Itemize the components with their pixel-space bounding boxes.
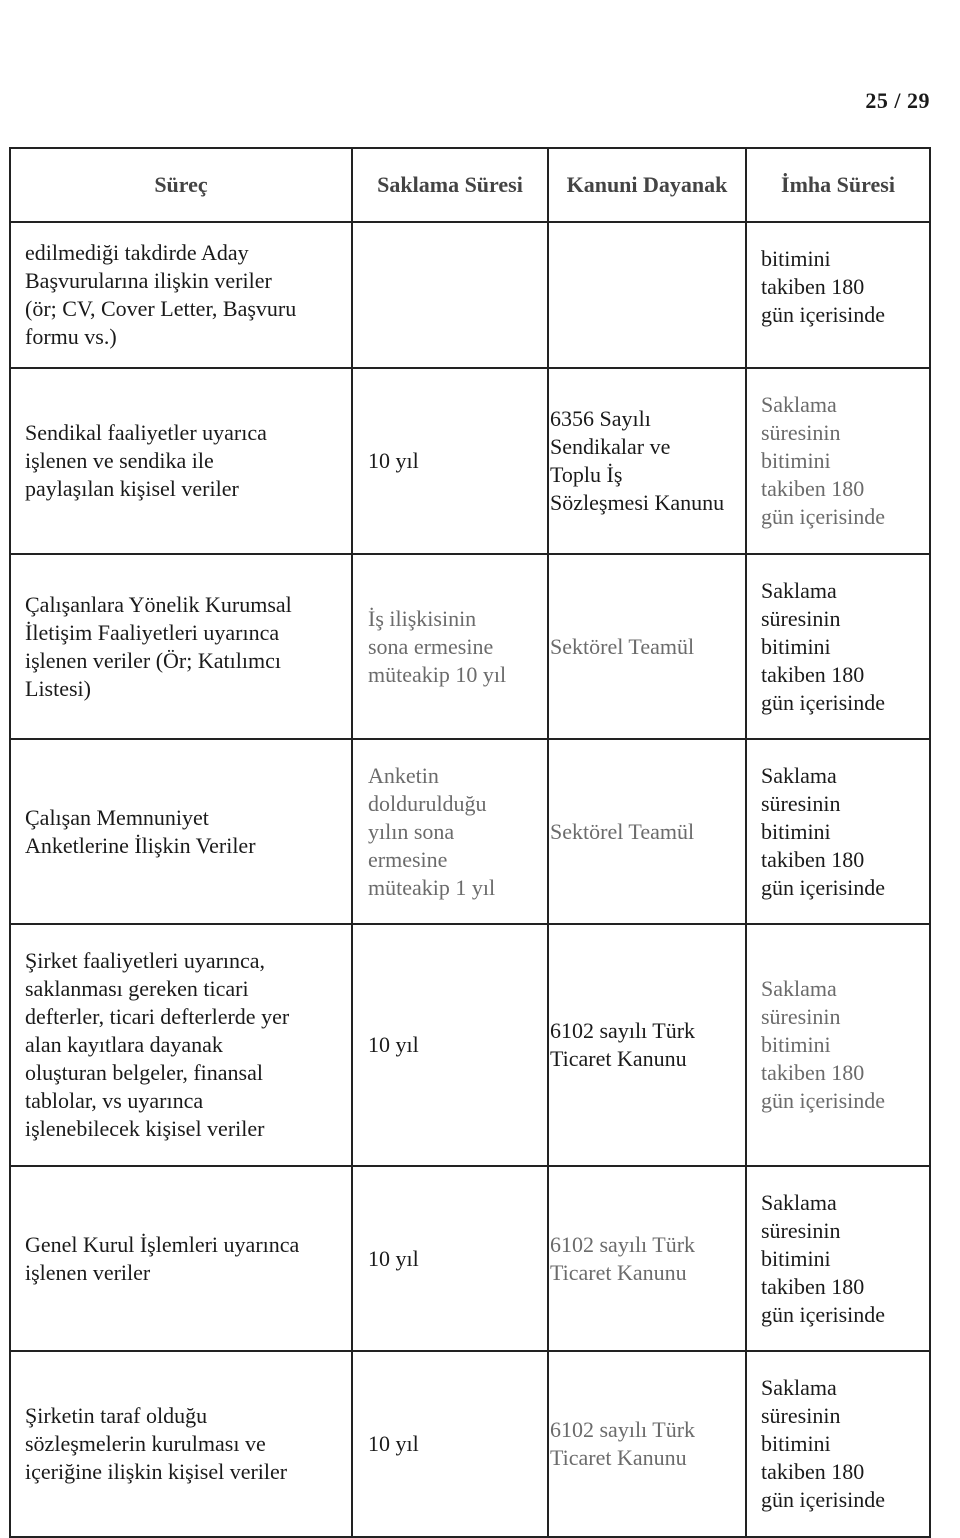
header-destruction-period: İmha Süresi — [746, 148, 930, 222]
table-row — [10, 554, 930, 739]
table-header-row — [10, 148, 930, 222]
legal-basis-cell: 6102 sayılı Türk Ticaret Kanunu — [548, 1351, 746, 1537]
legal-basis-cell: Sektörel Teamül — [548, 739, 746, 924]
process-cell: Şirketin taraf olduğu sözleşmelerin kurulması ve içeriğine ilişkin kişisel veriler — [10, 1351, 352, 1537]
retention-cell: Anketin doldurulduğu yılın sona ermesine müteakip 1 yıl — [352, 739, 548, 924]
header-legal-basis: Kanuni Dayanak — [548, 148, 746, 222]
table-row — [10, 222, 930, 368]
process-cell: Şirket faaliyetleri uyarınca, saklanması gereken ticari defterler, ticari defterlerde yer alan kayıtlara dayanak oluşturan belgeler, finansal tablolar, vs uyarınca işlenebilecek kişisel veriler — [10, 924, 352, 1166]
destruction-cell: Saklama süresinin bitimini takiben 180 gün içerisinde — [746, 368, 930, 554]
legal-basis-cell: Sektörel Teamül — [548, 554, 746, 739]
retention-cell: İş ilişkisinin sona ermesine müteakip 10 yıl — [352, 554, 548, 739]
destruction-cell: Saklama süresinin bitimini takiben 180 gün içerisinde — [746, 554, 930, 739]
table-row — [10, 924, 930, 1166]
retention-cell: 10 yıl — [352, 1351, 548, 1537]
table-row — [10, 1351, 930, 1537]
table-row — [10, 1166, 930, 1351]
retention-cell: 10 yıl — [352, 368, 548, 554]
legal-basis-cell: 6356 Sayılı Sendikalar ve Toplu İş Sözleşmesi Kanunu — [548, 368, 746, 554]
retention-cell — [352, 222, 548, 368]
header-process: Süreç — [10, 148, 352, 222]
retention-cell: 10 yıl — [352, 924, 548, 1166]
process-cell: edilmediği takdirde Aday Başvurularına ilişkin veriler (ör; CV, Cover Letter, Başvuru formu vs.) — [10, 222, 352, 368]
legal-basis-cell: 6102 sayılı Türk Ticaret Kanunu — [548, 1166, 746, 1351]
process-cell: Sendikal faaliyetler uyarıca işlenen ve sendika ile paylaşılan kişisel veriler — [10, 368, 352, 554]
legal-basis-cell — [548, 222, 746, 368]
process-cell: Genel Kurul İşlemleri uyarınca işlenen veriler — [10, 1166, 352, 1351]
destruction-cell: Saklama süresinin bitimini takiben 180 gün içerisinde — [746, 739, 930, 924]
table-row — [10, 739, 930, 924]
destruction-cell: bitimini takiben 180 gün içerisinde — [746, 222, 930, 368]
page-number: 25 / 29 — [865, 88, 930, 113]
header-retention-period: Saklama Süresi — [352, 148, 548, 222]
retention-cell: 10 yıl — [352, 1166, 548, 1351]
destruction-cell: Saklama süresinin bitimini takiben 180 gün içerisinde — [746, 924, 930, 1166]
legal-basis-cell: 6102 sayılı Türk Ticaret Kanunu — [548, 924, 746, 1166]
destruction-cell: Saklama süresinin bitimini takiben 180 gün içerisinde — [746, 1166, 930, 1351]
retention-table — [9, 147, 931, 1538]
table-row — [10, 368, 930, 554]
destruction-cell: Saklama süresinin bitimini takiben 180 gün içerisinde — [746, 1351, 930, 1537]
process-cell: Çalışanlara Yönelik Kurumsal İletişim Faaliyetleri uyarınca işlenen veriler (Ör; Katılımcı Listesi) — [10, 554, 352, 739]
process-cell: Çalışan Memnuniyet Anketlerine İlişkin Veriler — [10, 739, 352, 924]
